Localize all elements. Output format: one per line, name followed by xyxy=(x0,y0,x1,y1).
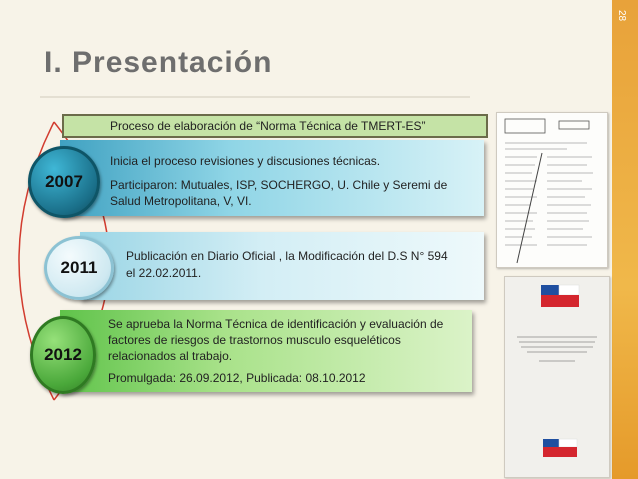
entry-2011-line-1: Publicación en Diario Oficial , la Modificación del D.S N° 594 xyxy=(126,249,448,263)
entry-2012-line-4: Promulgada: 26.09.2012, Publicada: 08.10.2012 xyxy=(108,371,366,385)
entry-2007-line-3: Salud Metropolitana, V, VI. xyxy=(110,194,252,208)
entry-2012-line-2: factores de riesgos de trastornos musculo esqueléticos xyxy=(108,333,401,347)
entry-box-2007 xyxy=(60,140,484,216)
right-accent-bar xyxy=(612,0,638,479)
entry-2011-line-2: el 22.02.2011. xyxy=(126,266,202,280)
year-badge-2012: 2012 xyxy=(30,316,96,394)
entry-2012-line-3: relacionados al trabajo. xyxy=(108,349,233,363)
entry-box-2011 xyxy=(80,232,484,300)
process-header: Proceso de elaboración de “Norma Técnica de TMERT-ES” xyxy=(62,114,488,138)
entry-box-2012 xyxy=(60,310,472,392)
entry-2007-line-2: Participaron: Mutuales, ISP, SOCHERGO, U. Chile y Seremi de xyxy=(110,178,448,192)
year-badge-2011: 2011 xyxy=(44,236,114,300)
slide-title: I. Presentación xyxy=(44,46,273,79)
title-divider xyxy=(40,96,470,98)
norma-tecnica-cover-image xyxy=(504,276,610,478)
year-badge-2007: 2007 xyxy=(28,146,100,218)
entry-2012-line-1: Se aprueba la Norma Técnica de identificación y evaluación de xyxy=(108,317,444,331)
entry-2007-line-1: Inicia el proceso revisiones y discusiones técnicas. xyxy=(110,154,381,168)
page-number: 28 xyxy=(616,10,627,22)
scanned-document-image xyxy=(496,112,608,268)
